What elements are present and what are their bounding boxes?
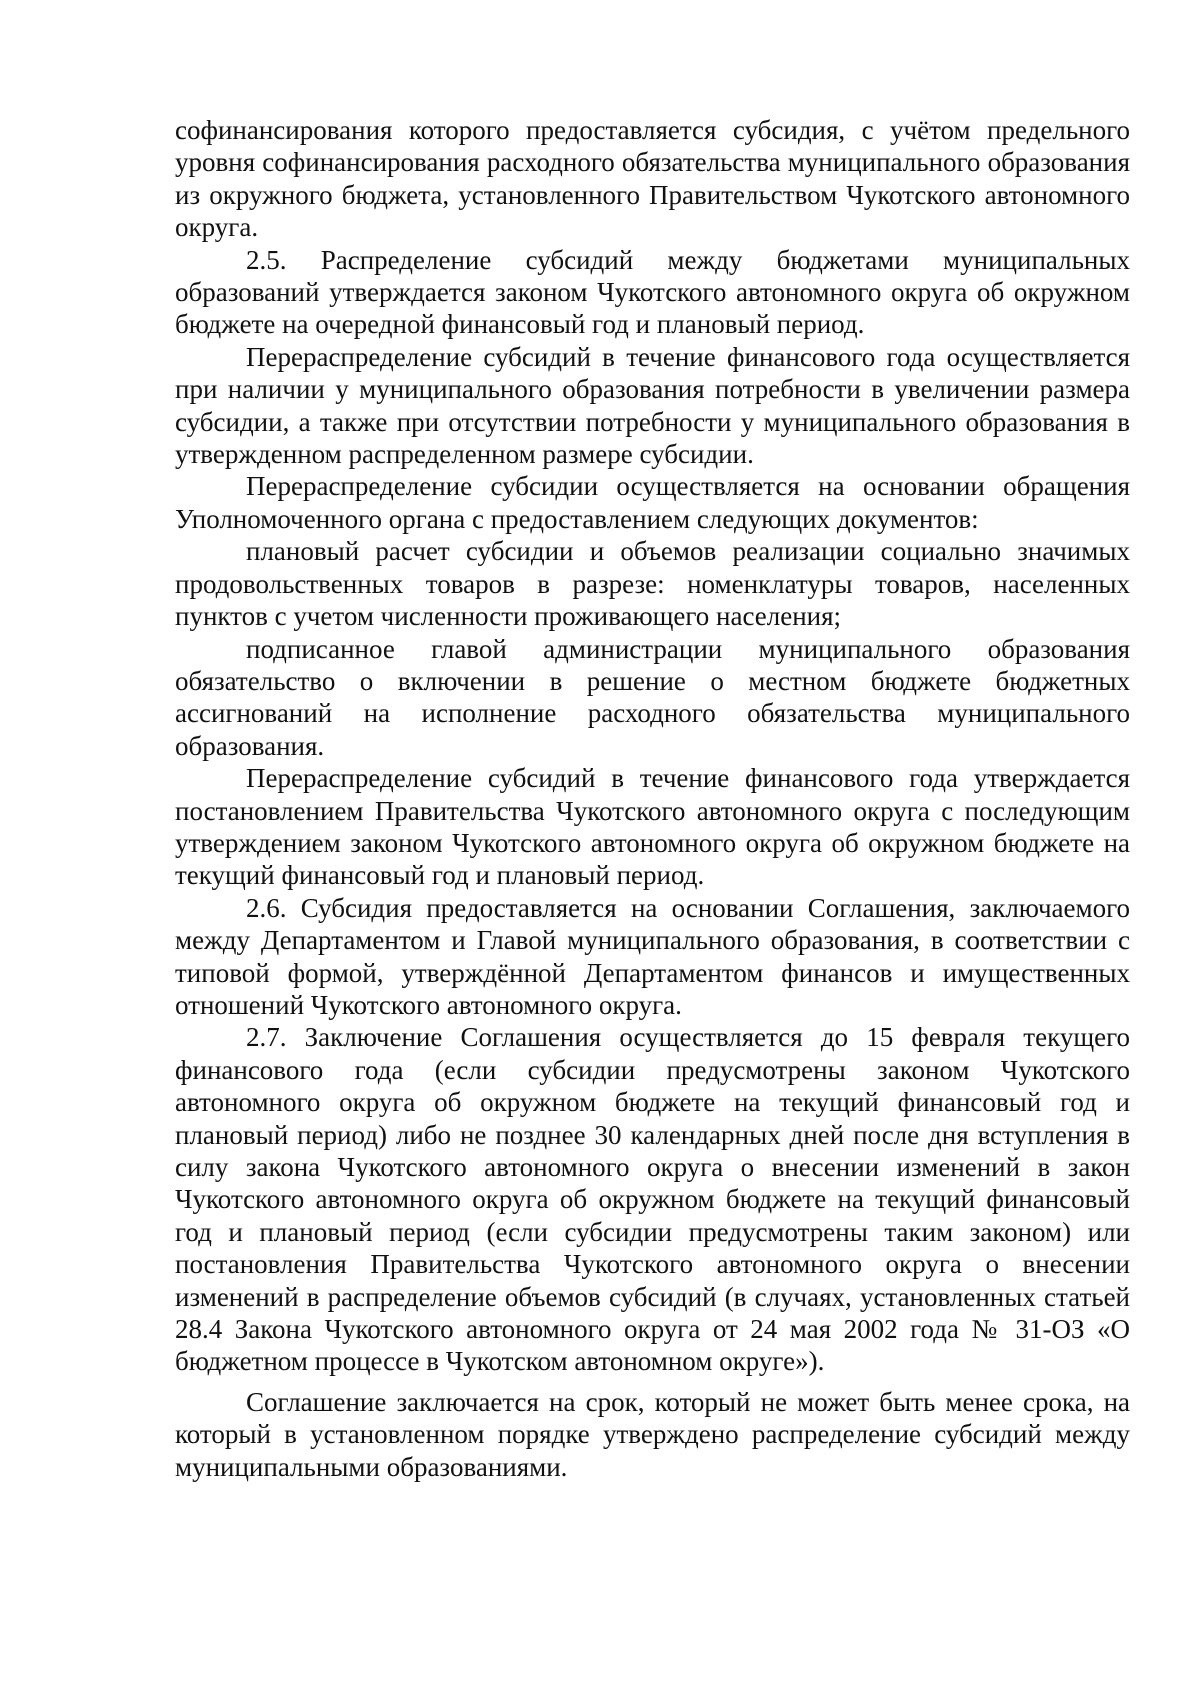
paragraph-4: Перераспределение субсидии осуществляется на основании обращения Уполномоченного органа с предоставлением следующих документов: — [175, 471, 1130, 534]
paragraph-2: 2.5. Распределение субсидий между бюджетами муниципальных образований утверждается законом Чукотского автономного округа об окружном бюджете на очередной финансовый год и плановый период. — [175, 244, 1130, 340]
paragraph-10: Соглашение заключается на срок, который не может быть менее срока, на который в установленном порядке утверждено распределение субсидий между муниципальными образованиями. — [175, 1386, 1130, 1482]
paragraph-8: 2.6. Субсидия предоставляется на основании Соглашения, заключаемого между Департаментом и Главой муниципального образования, в соответствии с типовой формой, утверждённой Департаментом финансов и имущественных отношений Чукотского автономного округа. — [175, 892, 1130, 1020]
document-page — [175, 114, 1130, 1483]
paragraph-1: софинансирования которого предоставляется субсидия, с учётом предельного уровня софинансирования расходного обязательства муниципального образования из окружного бюджета, установленного Правительством Чукотского автономного округа. — [175, 115, 1130, 243]
paragraph-6: подписанное главой администрации муниципального образования обязательство о включении в решение о местном бюджете бюджетных ассигнований на исполнение расходного обязательства муниципального образования. — [175, 633, 1130, 761]
paragraph-7: Перераспределение субсидий в течение финансового года утверждается постановлением Правительства Чукотского автономного округа с последующим утверждением законом Чукотского автономного округа об окружном бюджете на текущий финансовый год и плановый период. — [175, 763, 1130, 891]
paragraph-3: Перераспределение субсидий в течение финансового года осуществляется при наличии у муниципального образования потребности в увеличении размера субсидии, а также при отсутствии потребности у муниципального образования в утвержденном распределенном размере субсидии. — [175, 341, 1130, 470]
paragraph-9: 2.7. Заключение Соглашения осуществляется до 15 февраля текущего финансового года (если субсидии предусмотрены законом Чукотского автономного округа об окружном бюджете на текущий финансовый год и плановый период) либо не позднее 30 календарных дней после дня вступления в силу закона Чукотского автономного округа о внесении изменений в закон Чукотского автономного округа об окружном бюджете на текущий финансовый год и плановый период (если субсидии предусмотрены таким законом) или постановления Правительства Чукотского автономного округа о внесении изменений в распределение объемов субсидий (в случаях, установленных статьей 28.4 Закона Чукотского автономного округа от 24 мая 2002 года № 31-ОЗ «О бюджетном процессе в Чукотском автономном округе»). — [175, 1022, 1130, 1377]
paragraph-5: плановый расчет субсидии и объемов реализации социально значимых продовольственных товаров в разрезе: номенклатуры товаров, населенных пунктов с учетом численности проживающего населения; — [175, 536, 1130, 632]
